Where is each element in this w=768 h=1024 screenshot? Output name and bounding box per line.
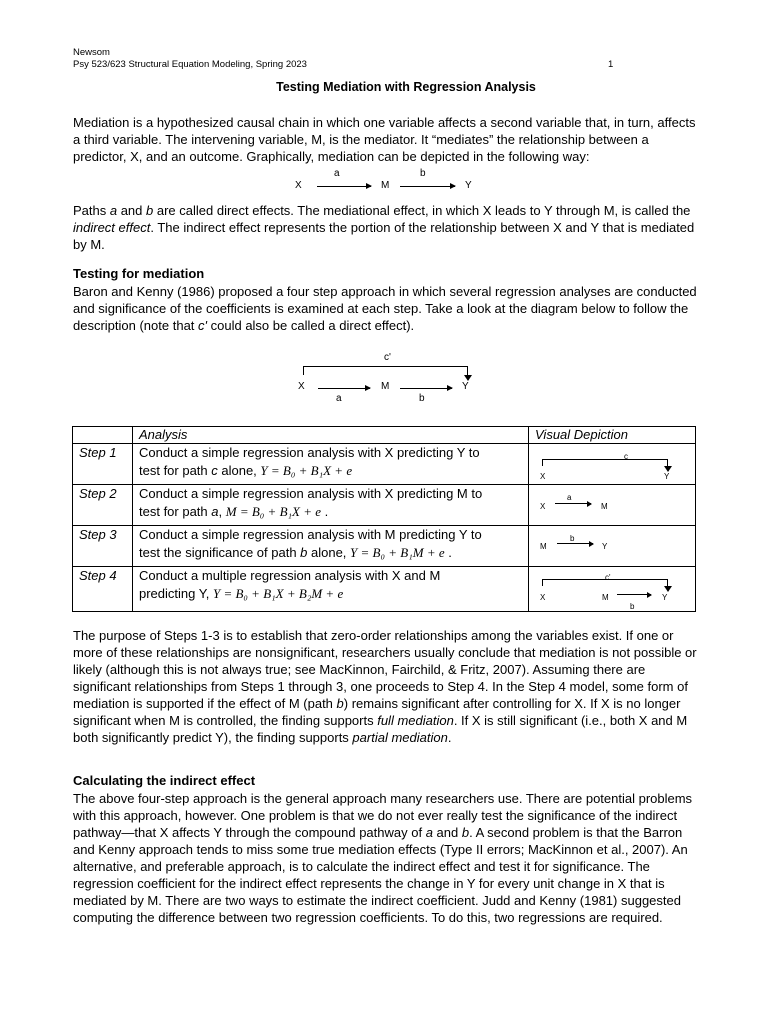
text-run: Paths (73, 203, 110, 218)
text-run: . (447, 730, 452, 745)
step-label: Step 1 (73, 444, 133, 485)
text-run: . (444, 545, 452, 560)
vis-label: a (567, 493, 572, 502)
text-run: b (336, 696, 344, 711)
text-run: test for path (139, 504, 212, 519)
diagram1-m-label: M (381, 180, 390, 191)
text-run: are called direct effects. The mediational effect, in which X leads to Y through M, is called the (153, 203, 691, 218)
text-run: test for path (139, 463, 212, 478)
page-number: 1 (608, 59, 614, 70)
text-run: indirect effect (73, 220, 151, 235)
text-line: Conduct a simple regression analysis with X predicting Y to (139, 445, 480, 460)
table-header-visual: Visual Depiction (529, 427, 696, 444)
equation: Y = B₀ + B₁X + e (260, 463, 353, 478)
text-run: The purpose of Steps 1-3 is to establish that zero-order relationships among the variables exist. If one or more of these relationships are nonsignificant, researchers usually conclude that mediation is not possible or likely (although this is not always true; see MacKinnon, Fairchild, & Fritz, 2007). Assuming there are significant relationships from Steps 1 through 3, one proceeds to Step 4. In the Step 4 model, some form of mediation is supported if the effect of M (path (73, 628, 697, 711)
step-label: Step 2 (73, 485, 133, 526)
vis-label: Y (602, 542, 608, 551)
equation: Y = B₀ + B₁M + e (350, 545, 445, 560)
text-run: . A second problem is that the Barron and Kenny approach tends to miss some true mediation effects (Type II errors; MacKinnon et al., 2007). An alternative, and preferable approach, is to calculate the indirect effect and test it for significance. The regression coefficient for the indirect effect represents the change in Y for every unit change in X that is mediated by M. There are two ways to estimate the indirect coefficient. Judd and Kenny (1981) suggested computing the difference between two regression coefficients. To do this, two regressions are required. (73, 825, 688, 925)
text-run: c (211, 463, 218, 478)
text-run: test the significance of path (139, 545, 301, 560)
text-line: Conduct a multiple regression analysis with X and M (139, 568, 441, 583)
step1-diagram (529, 444, 695, 484)
equation: Y = B₀ + B₁X + B₂M + e (212, 586, 344, 601)
table-header-step (73, 427, 133, 444)
section-heading-indirect: Calculating the indirect effect (73, 773, 256, 788)
step-visual (529, 567, 696, 612)
text-run: could also be called a direct effect). (207, 318, 415, 333)
step-analysis (133, 526, 529, 567)
text-run: ) remains significant after controlling for X. If X is no longer significant when M is controlled, the finding supports (73, 696, 681, 728)
intro-paragraph: Mediation is a hypothesized causal chain in which one variable affects a second variable that, in turn, affects a third variable. The intervening variable, M, is the mediator. It “mediates” the relationship between a predictor, X, and an outcome. Graphically, mediation can be depicted in the following way: (73, 115, 696, 164)
table-row (73, 567, 696, 612)
step2-diagram (529, 485, 695, 525)
header-course: Psy 523/623 Structural Equation Modeling, Spring 2023 (73, 59, 307, 70)
header-author: Newsom (73, 47, 110, 58)
vis-arrow (555, 503, 591, 504)
vis-label: X (540, 472, 546, 481)
vis-label: M (601, 502, 608, 511)
step-visual (529, 485, 696, 526)
page-title: Testing Mediation with Regression Analysis (276, 80, 536, 94)
paths-paragraph (73, 202, 698, 253)
diagram1-x-label: X (295, 180, 302, 191)
step-visual (529, 526, 696, 567)
diagram2-a-label: a (336, 393, 342, 404)
vis-arrow (557, 543, 593, 544)
step-label: Step 4 (73, 567, 133, 612)
vis-label: c' (605, 573, 611, 582)
section-heading-testing: Testing for mediation (73, 266, 205, 281)
indirect-paragraph (73, 790, 698, 926)
text-run: a (425, 825, 433, 840)
diagram2-c-label: c' (384, 352, 391, 363)
step-analysis (133, 567, 529, 612)
step-analysis (133, 444, 529, 485)
text-line (139, 544, 522, 562)
vis-arrow (617, 594, 651, 595)
diagram2-b-label: b (419, 393, 425, 404)
diagram1-arrow-my (400, 186, 455, 187)
vis-label: b (570, 534, 575, 543)
text-run: . The indirect effect represents the portion of the relationship between X and Y that is mediated by M. (73, 220, 695, 252)
text-run: c' (198, 318, 208, 333)
diagram2-m-label: M (381, 381, 390, 392)
diagram2-x-label: X (298, 381, 305, 392)
diagram1-a-label: a (334, 168, 340, 179)
text-line: Conduct a simple regression analysis with X predicting M to (139, 486, 483, 501)
text-run: and (432, 825, 462, 840)
diagram2-y-label: Y (462, 381, 469, 392)
text-line (139, 462, 522, 480)
text-run: partial mediation (352, 730, 448, 745)
diagram1-y-label: Y (465, 180, 472, 191)
table-row (73, 526, 696, 567)
text-run: . If X is still significant (i.e., both X and M both significantly predict Y), the finding supports (73, 713, 688, 745)
table-row (73, 444, 696, 485)
vis-path-c (542, 579, 668, 586)
text-run: a (211, 504, 219, 519)
diagram1-arrow-xm (317, 186, 371, 187)
table-header-analysis: Analysis (133, 427, 529, 444)
equation: M = B₀ + B₁X + e (225, 504, 322, 519)
step-label: Step 3 (73, 526, 133, 567)
text-run: alone, (217, 463, 261, 478)
vis-label: Y (664, 472, 670, 481)
text-run: predicting Y, (139, 586, 213, 601)
vis-path-c (542, 459, 668, 466)
vis-label: c (624, 452, 628, 461)
purpose-paragraph (73, 627, 698, 746)
diagram2-path-c (303, 366, 468, 375)
text-run: b (461, 825, 470, 840)
text-run: full mediation (377, 713, 454, 728)
text-run: . (321, 504, 329, 519)
vis-label: Y (662, 593, 668, 602)
testing-paragraph (73, 283, 698, 334)
vis-label: X (540, 502, 546, 511)
diagram2-arrow-my (400, 388, 452, 389)
text-run: and (117, 203, 147, 218)
table-row (73, 485, 696, 526)
text-run: a (109, 203, 118, 218)
text-run: , (218, 504, 226, 519)
text-line (139, 585, 522, 603)
vis-label: X (540, 593, 546, 602)
text-run: alone, (307, 545, 351, 560)
text-run: b (146, 203, 154, 218)
vis-label: M (540, 542, 547, 551)
table-header-row (73, 427, 696, 444)
vis-label: M (602, 593, 609, 602)
step4-diagram (529, 567, 695, 611)
vis-label: b (630, 602, 635, 611)
diagram1-b-label: b (420, 168, 426, 179)
text-run: b (300, 545, 308, 560)
text-run: Baron and Kenny (1986) proposed a four step approach in which several regression analyses are conducted and significance of the coefficients is examined at each step. Take a look at the diagram below to follow the description (note that (73, 284, 697, 333)
text-line (139, 503, 522, 521)
diagram2-arrow-xm (318, 388, 370, 389)
steps-table (72, 426, 696, 612)
text-line: Conduct a simple regression analysis with M predicting Y to (139, 527, 482, 542)
step-analysis (133, 485, 529, 526)
step3-diagram (529, 526, 695, 566)
text-run: The above four-step approach is the general approach many researchers use. There are potential problems with this approach, however. One problem is that we do not ever really test the significance of the indirect pathway—that X affects Y through the compound pathway of (73, 791, 693, 840)
step-visual (529, 444, 696, 485)
